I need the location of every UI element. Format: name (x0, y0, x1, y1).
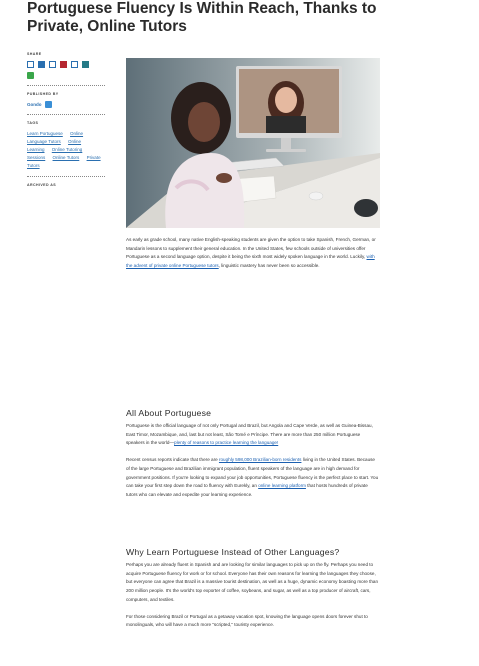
pinterest-share-icon[interactable] (60, 61, 67, 68)
reasons-link[interactable]: plenty of reasons to practice learning the language! (174, 440, 279, 446)
section-all-about (126, 408, 380, 500)
share-buttons (27, 61, 105, 68)
divider (27, 85, 105, 86)
intro-section (126, 236, 380, 271)
share-label: SHARE (27, 52, 42, 56)
paragraph: Perhaps you are already fluent in Spanish and are looking for similar languages to pick up on the fly. Perhaps you need to acquire Portuguese fluency for work or for school. Everyone has their own reasons for learning the languages they choose, but everyone can agree that Brazil is a massive tourist destination, as well as a huge, dynamic economy boasting more than 200 million people. It's the world's top exporter of coffee, soybeans, and sugar, as well as a top producer of aircraft, cars, computers, and textiles. (126, 562, 379, 602)
tag-link[interactable]: Private Tutors (27, 155, 101, 168)
facebook-share-icon[interactable] (71, 61, 78, 68)
census-link[interactable]: roughly 598,000 Brazilian-born residents (218, 457, 302, 463)
divider (27, 114, 105, 115)
section-why-learn (126, 547, 380, 630)
tag-link[interactable]: Online Tutors (52, 155, 80, 160)
section-heading: All About Portuguese (126, 408, 212, 418)
tags-label: TAGS (27, 121, 39, 125)
divider (27, 176, 105, 177)
twitter-icon[interactable] (45, 101, 52, 108)
archived-as-label: ARCHIVED AS (27, 183, 57, 187)
learning-platform-link[interactable]: online learning platform (258, 483, 306, 489)
publisher-link[interactable]: Gondo (27, 102, 42, 107)
paragraph: For those considering Brazil or Portugal as a getaway vacation spot, knowing the language opens doors forever shut to monolinguals, who will have a much more "scripted," touristy experience. (126, 613, 368, 628)
private-tutors-link[interactable]: with the advent of private online Portuguese tutors (126, 254, 375, 269)
intro-paragraph: As early as grade school, many native English-speaking students are given the option to take Spanish, French, German, or Mandarin lessons to supplement their general education. In the United States, few schools outside of universities offer Portuguese as a second language option, despite it being the sixth most widely spoken language in the world. Luckily, with the advent of private online Portuguese tutors, linguistic mastery has never been so accessible. (126, 237, 376, 269)
published-by-label: PUBLISHED BY (27, 92, 59, 96)
email-share-icon[interactable] (82, 61, 89, 68)
tag-link[interactable]: Online Learning (27, 139, 82, 152)
page-title: Portuguese Fluency Is Within Reach, Thanks to Private, Online Tutors (27, 0, 377, 35)
whatsapp-share-icon[interactable] (27, 72, 34, 79)
tag-list (27, 130, 103, 170)
section-heading: Why Learn Portuguese Instead of Other Languages? (126, 547, 340, 557)
sidebar (27, 52, 105, 187)
tag-link[interactable]: Learn Portuguese (27, 131, 63, 136)
paragraph: Portuguese is the official language of not only Portugal and Brazil, but Angola and Cape Verde, as well as Guinea-Bissau, East Timor, Mozambique, and, last but not least, São Tomé e Príncipe. There are more than 250 million Portuguese speakers in the world—plenty of reasons to practice learning the language! (126, 423, 373, 446)
print-icon[interactable] (27, 61, 34, 68)
tag-link[interactable]: Online Language Tutors (27, 131, 84, 144)
hero-image (126, 58, 380, 228)
twitter-share-icon[interactable] (38, 61, 45, 68)
girl-video-call-illustration (126, 58, 380, 228)
paragraph: Recent census reports indicate that there are roughly 598,000 Brazilian-born residents living in the United States. Because of the large Portuguese and Brazilian immigrant population, fluent speakers of the language are in high demand for government positions. If you're looking to expand your job opportunities, Portuguese fluency is the perfect place to start. You can take your first step down the road to fluency with Eurekly, an online learning platform that hosts hundreds of private tutors who can elevate and expedite your learning experience. (126, 457, 379, 497)
linkedin-share-icon[interactable] (49, 61, 56, 68)
tag-link[interactable]: Online Tutoring Sessions (27, 147, 83, 160)
